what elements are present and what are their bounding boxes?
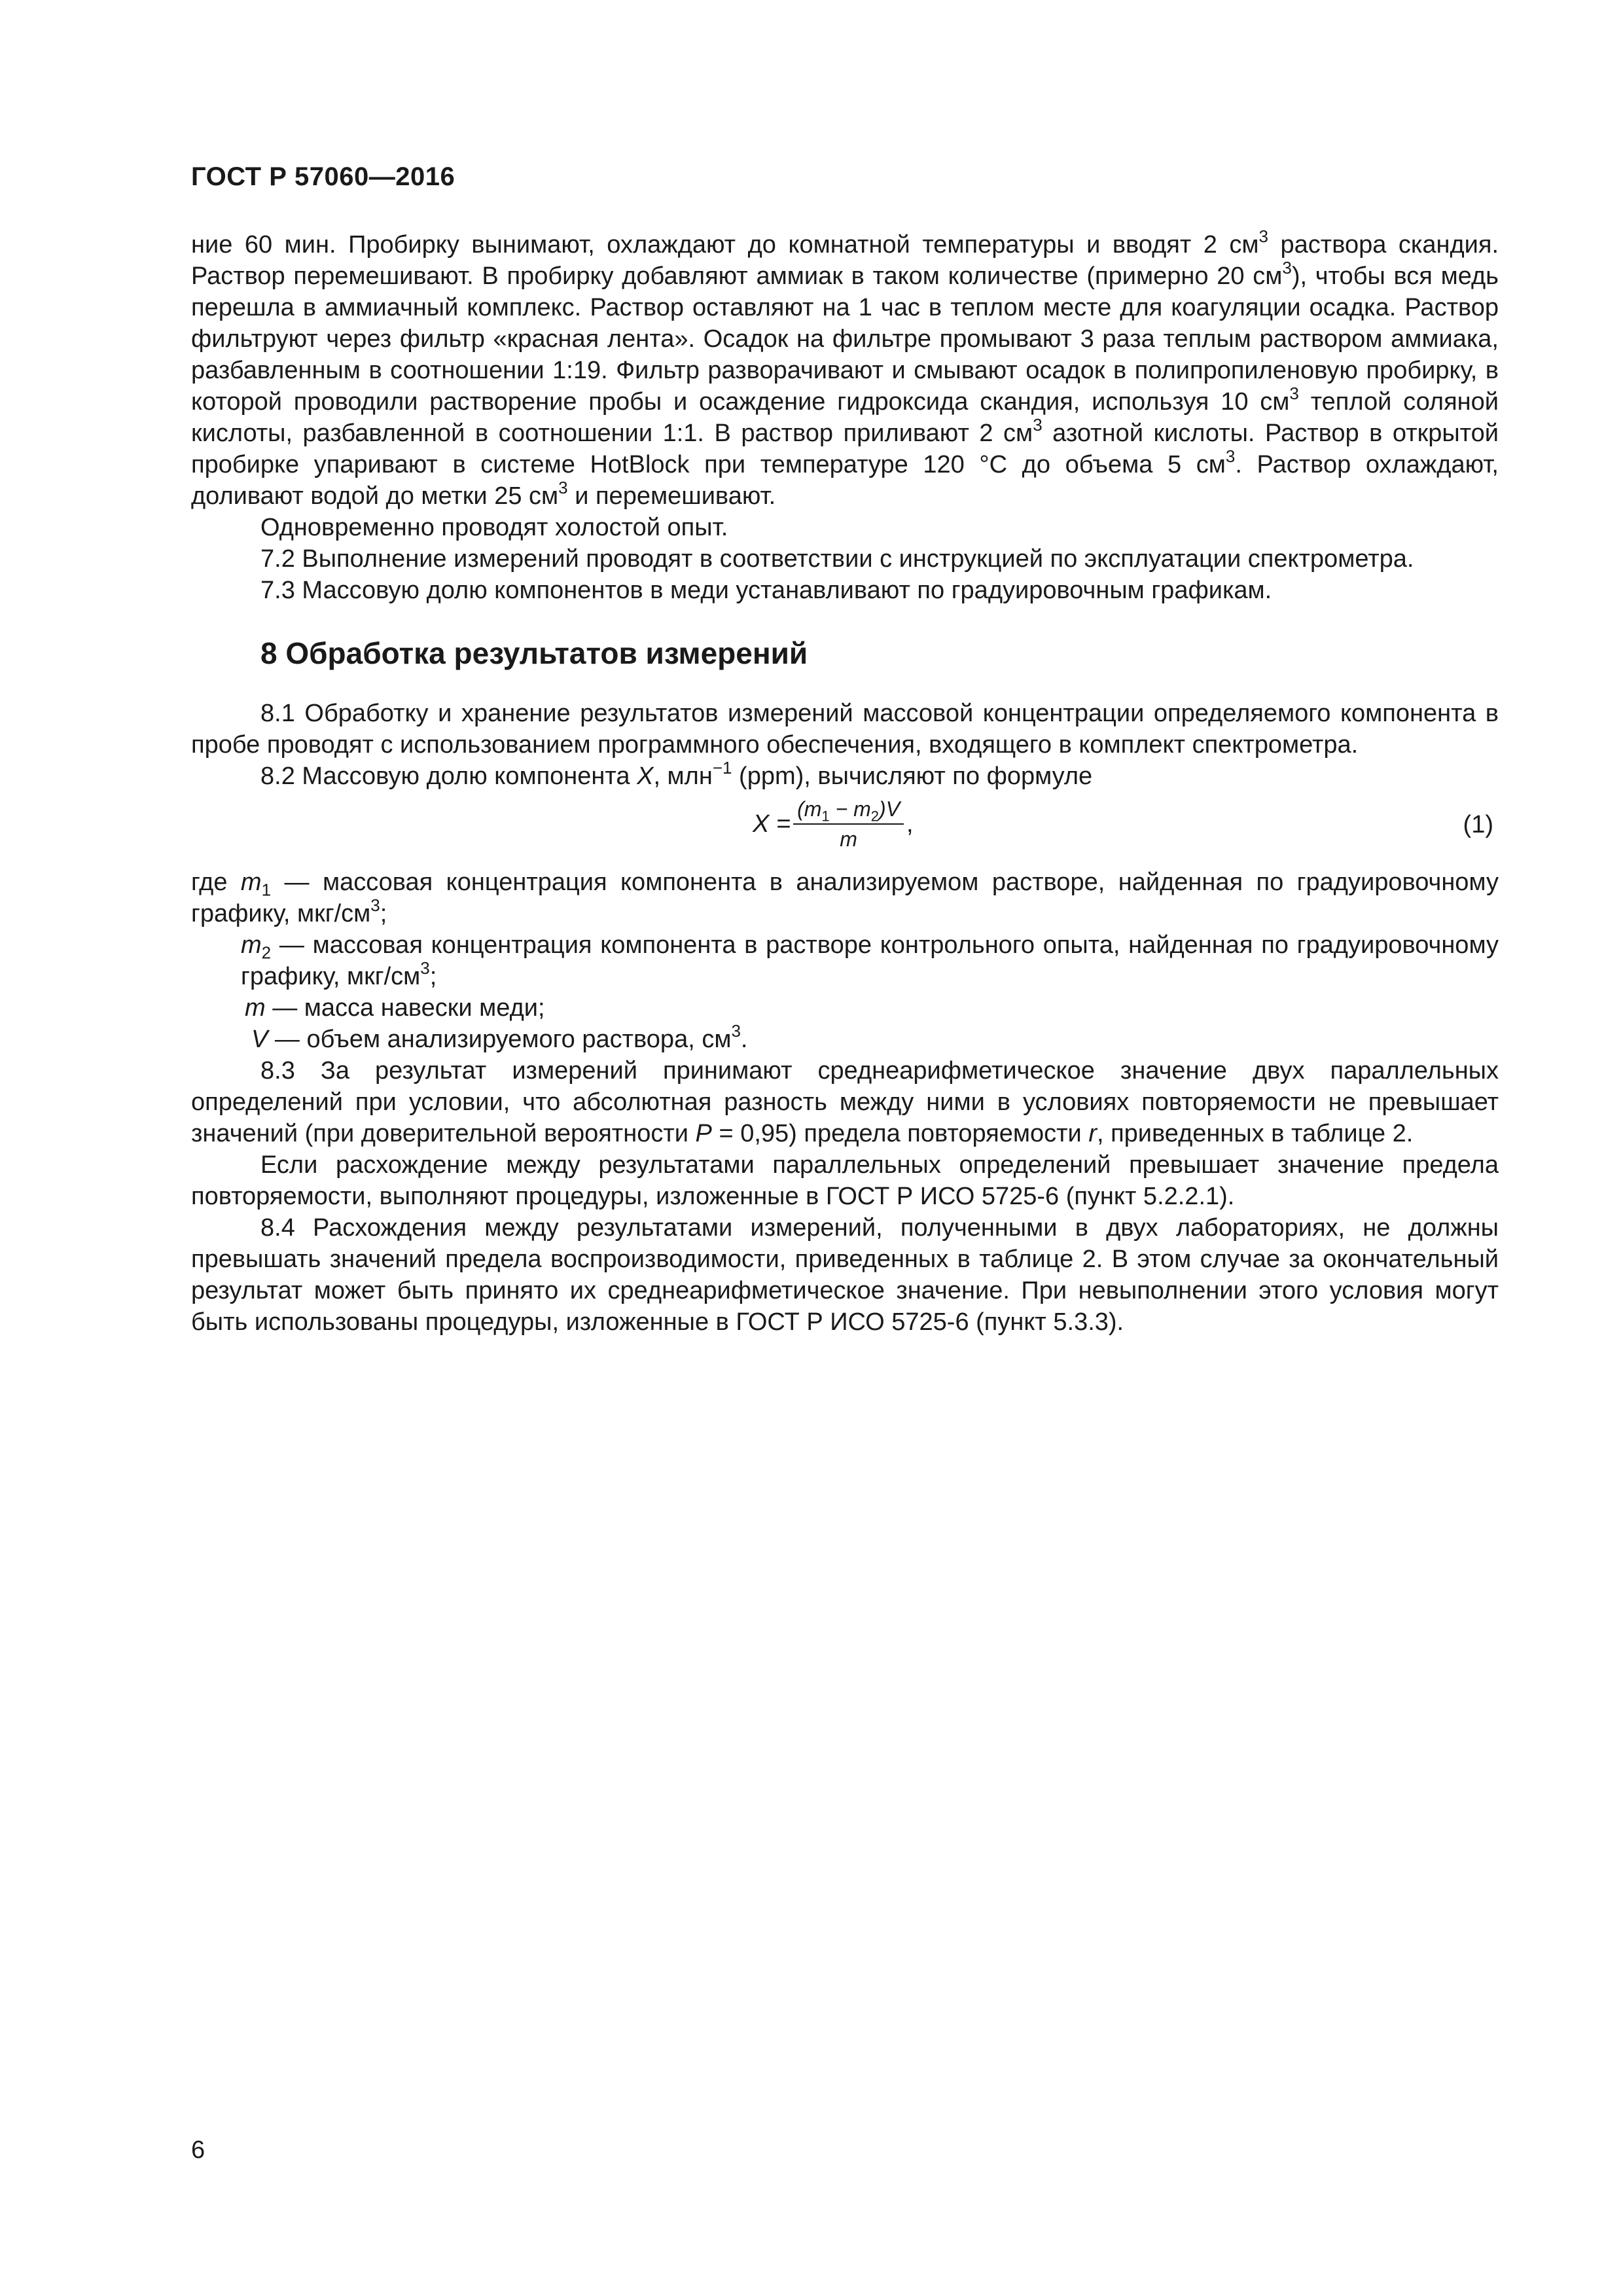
formula-fraction [793,796,904,852]
page-number: 6 [191,2136,205,2164]
formula-1: X = $\frac{(m_1 - m_2)V}{m}$ , [753,797,914,851]
document-header: ГОСТ Р 57060—2016 [191,162,455,191]
equation-number: (1) [1463,811,1493,838]
document-body [191,226,1499,1338]
paragraph-8-4: 8.4 Расхождения между результатами измерений, полученными в двух лабораториях, не должны превышать значений предела воспроизводимости, приведенных в таблице 2. В этом случае за окончательный результат может быть принято их среднеарифметическое значение. При невыполнении этого условия могут быть использованы процедуры, изложенные в ГОСТ Р ИСО 5725-6 (пункт 5.3.3). [191,1214,1499,1336]
formula-denominator: m [840,827,857,851]
paragraph-blank-test: Одновременно проводят холостой опыт. [260,514,728,541]
paragraph-7-2: 7.2 Выполнение измерений проводят в соответствии с инструкцией по эксплуатации спектрометра. [260,545,1414,573]
section-8-title: 8 Обработка результатов измерений [260,636,808,670]
paragraph-7-3: 7.3 Массовую долю компонентов в меди устанавливают по градуировочным графикам. [260,577,1272,604]
definition-m2: $m_2$ — массовая концентрация компонента в растворе контрольного опыта, найденная по градуировочному графику, мкг/$см^3$; [241,931,1499,990]
paragraph-continuation: ние 60 мин. Пробирку вынимают, охлаждают до комнатной температуры и вводят 2 $см^3$ раствора скандия. Раствор перемешивают. В пробирку добавляют аммиак в таком количестве (примерно 20 $см^3$), чтобы вся медь перешла в аммиачный комплекс. Раствор оставляют на 1 час в теплом месте для коагуляции осадка. Раствор фильтруют через фильтр «красная лента». Осадок на фильтре промывают 3 раза теплым раствором аммиака, разбавленным в соотношении 1:19. Фильтр разворачивают и смывают осадок в полипропиленовую пробирку, в которой проводили растворение пробы и осаждение гидроксида скандия, используя 10 $см^3$ теплой соляной кислоты, разбавленной в соотношении 1:1. В раствор приливают 2 $см^3$ азотной кислоты. Раствор в открытой пробирке упаривают в системе HotBlock при температуре 120 °С до объема 5 $см^3$. Раствор охлаждают, доливают водой до метки 25 $см^3$ и перемешивают. [191,226,1499,510]
paragraph-8-3: 8.3 За результат измерений принимают среднеарифметическое значение двух параллельных определений при условии, что абсолютная разность между ними в условиях повторяемости не превышает значений (при доверительной вероятности P = 0,95) предела повторяемости r, приведенных в таблице 2. [191,1057,1499,1147]
formula-numerator: $(m_1 - m_2)V$ [793,796,904,825]
definition-v: V — объем анализируемого раствора, $см^3$. [251,1021,748,1053]
formula-row [191,793,1499,863]
paragraph-8-1: 8.1 Обработку и хранение результатов измерений массовой концентрации определяемого компонента в пробе проводят с использованием программного обеспечения, входящего в комплект спектрометра. [191,700,1499,759]
paragraph-8-2: 8.2 Массовую долю компонента X, млн$^{-1}$ (ppm), вычисляют по формуле [260,758,1093,790]
definition-m: m — масса навески меди; [245,994,545,1022]
definitions-list [191,867,1499,1055]
definition-m1: где $m_1$ — массовая концентрация компонента в анализируемом растворе, найденная по градуировочному графику, мкг/$см^3$; [191,869,1499,927]
paragraph-8-3-repeatability: Если расхождение между результатами параллельных определений превышает значение предела повторяемости, выполняют процедуры, изложенные в ГОСТ Р ИСО 5725-6 (пункт 5.2.2.1). [191,1151,1499,1210]
